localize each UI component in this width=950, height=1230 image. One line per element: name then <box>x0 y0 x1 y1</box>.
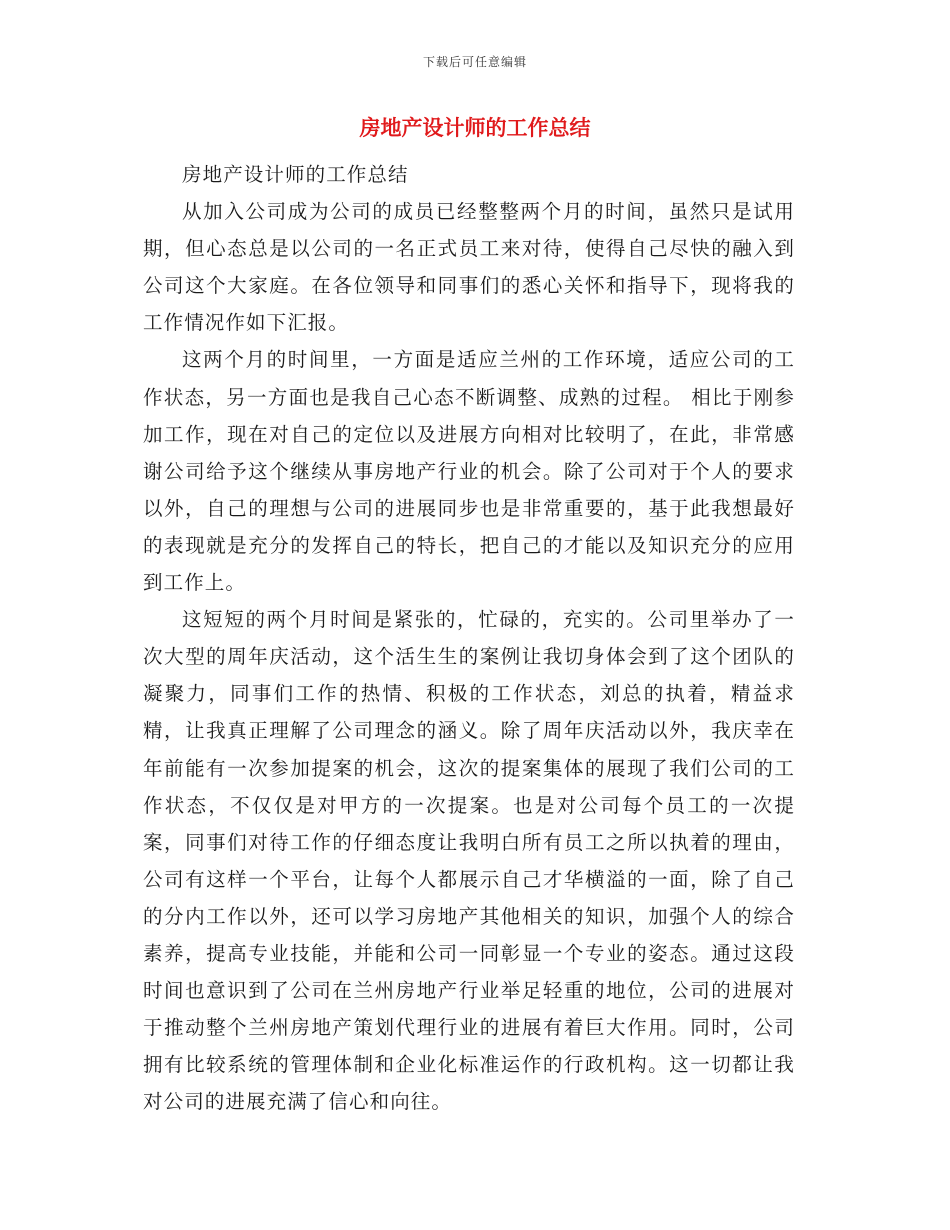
document-title: 房地产设计师的工作总结 <box>359 116 591 140</box>
document-body <box>143 156 795 1120</box>
subtitle-paragraph: 房地产设计师的工作总结 <box>182 163 409 186</box>
body-paragraph: 这短短的两个月时间是紧张的，忙碌的，充实的。公司里举办了一次大型的周年庆活动，这个活生生的案例让我切身体会到了这个团队的凝聚力，同事们工作的热情、积极的工作状态，刘总的执着，精益求精，让我真正理解了公司理念的涵义。除了周年庆活动以外，我庆幸在年前能有一次参加提案的机会，这次的提案集体的展现了我们公司的工作状态，不仅仅是对甲方的一次提案。也是对公司每个员工的一次提案，同事们对待工作的仔细态度让我明白所有员工之所以执着的理由，公司有这样一个平台，让每个人都展示自己才华横溢的一面，除了自己的分内工作以外，还可以学习房地产其他相关的知识，加强个人的综合素养，提高专业技能，并能和公司一同彰显一个专业的姿态。通过这段时间也意识到了公司在兰州房地产行业举足轻重的地位，公司的进展对于推动整个兰州房地产策划代理行业的进展有着巨大作用。同时，公司拥有比较系统的管理体制和企业化标准运作的行政机构。这一切都让我对公司的进展充满了信心和向往。 <box>143 608 795 1114</box>
body-paragraph: 这两个月的时间里，一方面是适应兰州的工作环境，适应公司的工作状态，另一方面也是我自己心态不断调整、成熟的过程。 相比于刚参加工作，现在对自己的定位以及进展方向相对比较明了，在此，非常感谢公司给予这个继续从事房地产行业的机会。除了公司对于个人的要求以外，自己的理想与公司的进展同步也是非常重要的，基于此我想最好的表现就是充分的发挥自己的特长，把自己的才能以及知识充分的应用到工作上。 <box>143 348 795 595</box>
header-note: 下载后可任意编辑 <box>422 55 527 69</box>
body-paragraph: 从加入公司成为公司的成员已经整整两个月的时间，虽然只是试用期，但心态总是以公司的一名正式员工来对待，使得自己尽快的融入到公司这个大家庭。在各位领导和同事们的悉心关怀和指导下，现将我的工作情况作如下汇报。 <box>143 200 795 335</box>
